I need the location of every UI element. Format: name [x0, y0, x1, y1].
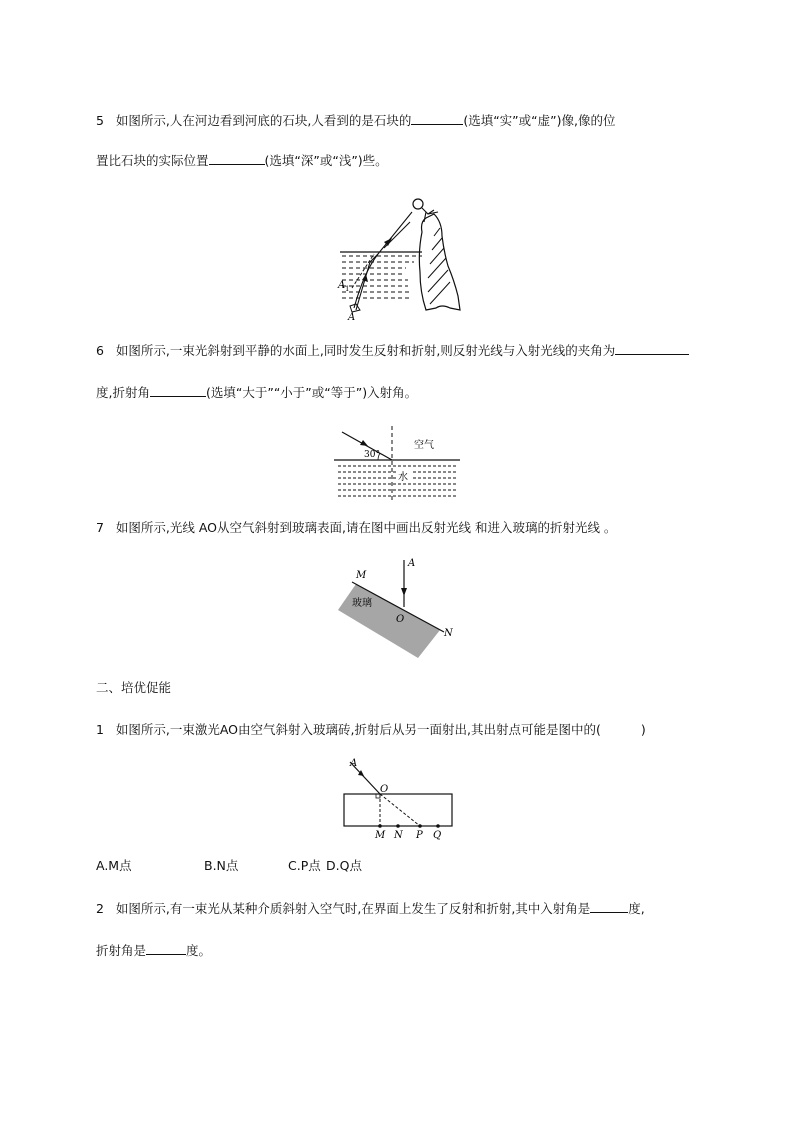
- q5-person-head: [413, 199, 423, 209]
- q5-figure: [330, 192, 470, 324]
- p1-dashed-line-p: [380, 794, 420, 826]
- p2-number: 2: [96, 901, 104, 916]
- q6-text-part1: 如图所示,一束光斜射到平静的水面上,同时发生反射和折射,则反射光线与入射光线的夹角为: [115, 343, 616, 358]
- q5-label-a1: A: [338, 280, 346, 291]
- p1-point-m: [378, 824, 382, 828]
- q6-figure: [330, 422, 462, 504]
- q6-answer-blank-1[interactable]: [615, 342, 689, 355]
- q6-air-label: 空气: [414, 440, 434, 451]
- q6-line2: [96, 384, 417, 401]
- p2-text-part1: 如图所示,有一束光从某种介质斜射入空气时,在界面上发生了反射和折射,其中入射角是: [115, 901, 591, 916]
- p1-point-p: [418, 824, 422, 828]
- section2-title: 二、培优促能: [96, 680, 172, 695]
- q5-text-part1: 如图所示,人在河边看到河底的石块,人看到的是石块的: [115, 113, 412, 128]
- p1-label-o: O: [380, 784, 389, 795]
- q5-answer-blank-1[interactable]: [411, 112, 463, 125]
- q5-line1: [96, 112, 615, 129]
- p2-text-part4: 度。: [186, 943, 212, 958]
- p1-option-d[interactable]: D.Q点: [326, 858, 362, 873]
- p1-number: 1: [96, 722, 104, 737]
- p1-answer-space[interactable]: [601, 722, 641, 734]
- q5-label-a: A: [348, 312, 356, 323]
- q6-water-label: 水: [398, 472, 408, 483]
- p1-option-c[interactable]: C.P点: [288, 858, 321, 873]
- q7-glass-label: 玻璃: [352, 598, 372, 609]
- q6-line1: [96, 342, 689, 359]
- p1-close-paren: ): [640, 722, 646, 737]
- p1-label-n: N: [394, 830, 403, 840]
- p1-glass-brick: [344, 794, 452, 826]
- q7-label-o: O: [396, 614, 405, 625]
- q6-text-part2: 度,折射角: [96, 385, 150, 400]
- p1-figure: [336, 756, 460, 840]
- p2-line2: [96, 942, 211, 959]
- q7-label-a: A: [408, 558, 416, 569]
- q5-water-lines: [342, 256, 422, 298]
- p1-label-a: A: [350, 758, 358, 769]
- q7-label-m: M: [356, 570, 367, 581]
- p1-label-q: Q: [433, 830, 442, 840]
- q5-answer-blank-2[interactable]: [209, 152, 265, 165]
- p1-line1: [96, 722, 646, 738]
- q7-text: 如图所示,光线 AO从空气斜射到玻璃表面,请在图中画出反射光线 和进入玻璃的折射光线 。: [115, 520, 617, 535]
- p1-options: [96, 858, 362, 874]
- q5-label-a1-sub: 1: [345, 285, 350, 293]
- p2-text-part2: 度,: [628, 901, 645, 916]
- q5-number: 5: [96, 113, 104, 128]
- q7-line1: [96, 520, 616, 536]
- p1-option-a[interactable]: A.M点: [96, 858, 132, 873]
- q7-number: 7: [96, 520, 104, 535]
- p1-point-q: [436, 824, 440, 828]
- p1-point-n: [396, 824, 400, 828]
- q6-number: 6: [96, 343, 104, 358]
- p2-text-part3: 折射角是: [96, 943, 147, 958]
- q5-text-part3: 置比石块的实际位置: [96, 153, 209, 168]
- q7-arrow: [401, 588, 407, 596]
- q6-answer-blank-2[interactable]: [150, 384, 206, 397]
- q5-text-part4: (选填“深”或“浅”)些。: [264, 153, 388, 168]
- q6-arrow: [360, 440, 368, 446]
- q7-figure: [332, 554, 460, 662]
- p1-text: 如图所示,一束激光AO由空气斜射入玻璃砖,折射后从另一面射出,其出射点可能是图中的(: [115, 722, 601, 737]
- q5-text-part2: (选填“实”或“虚”)像,像的位: [463, 113, 616, 128]
- p1-label-p: P: [416, 830, 423, 840]
- q5-virtual-ray: [352, 254, 374, 288]
- p2-answer-blank-2[interactable]: [146, 942, 186, 955]
- q5-cliff-hatching: [428, 228, 450, 304]
- p2-answer-blank-1[interactable]: [590, 900, 628, 913]
- q7-label-n: N: [444, 628, 453, 639]
- q6-angle-label: 30°: [364, 450, 380, 460]
- p1-label-m: M: [375, 830, 386, 840]
- p1-option-b[interactable]: B.N点: [204, 858, 239, 873]
- p2-line1: [96, 900, 645, 917]
- q5-apparent-ray: [354, 212, 412, 308]
- q5-line2: [96, 152, 388, 169]
- q6-text-part3: (选填“大于”“小于”或“等于”)入射角。: [205, 385, 418, 400]
